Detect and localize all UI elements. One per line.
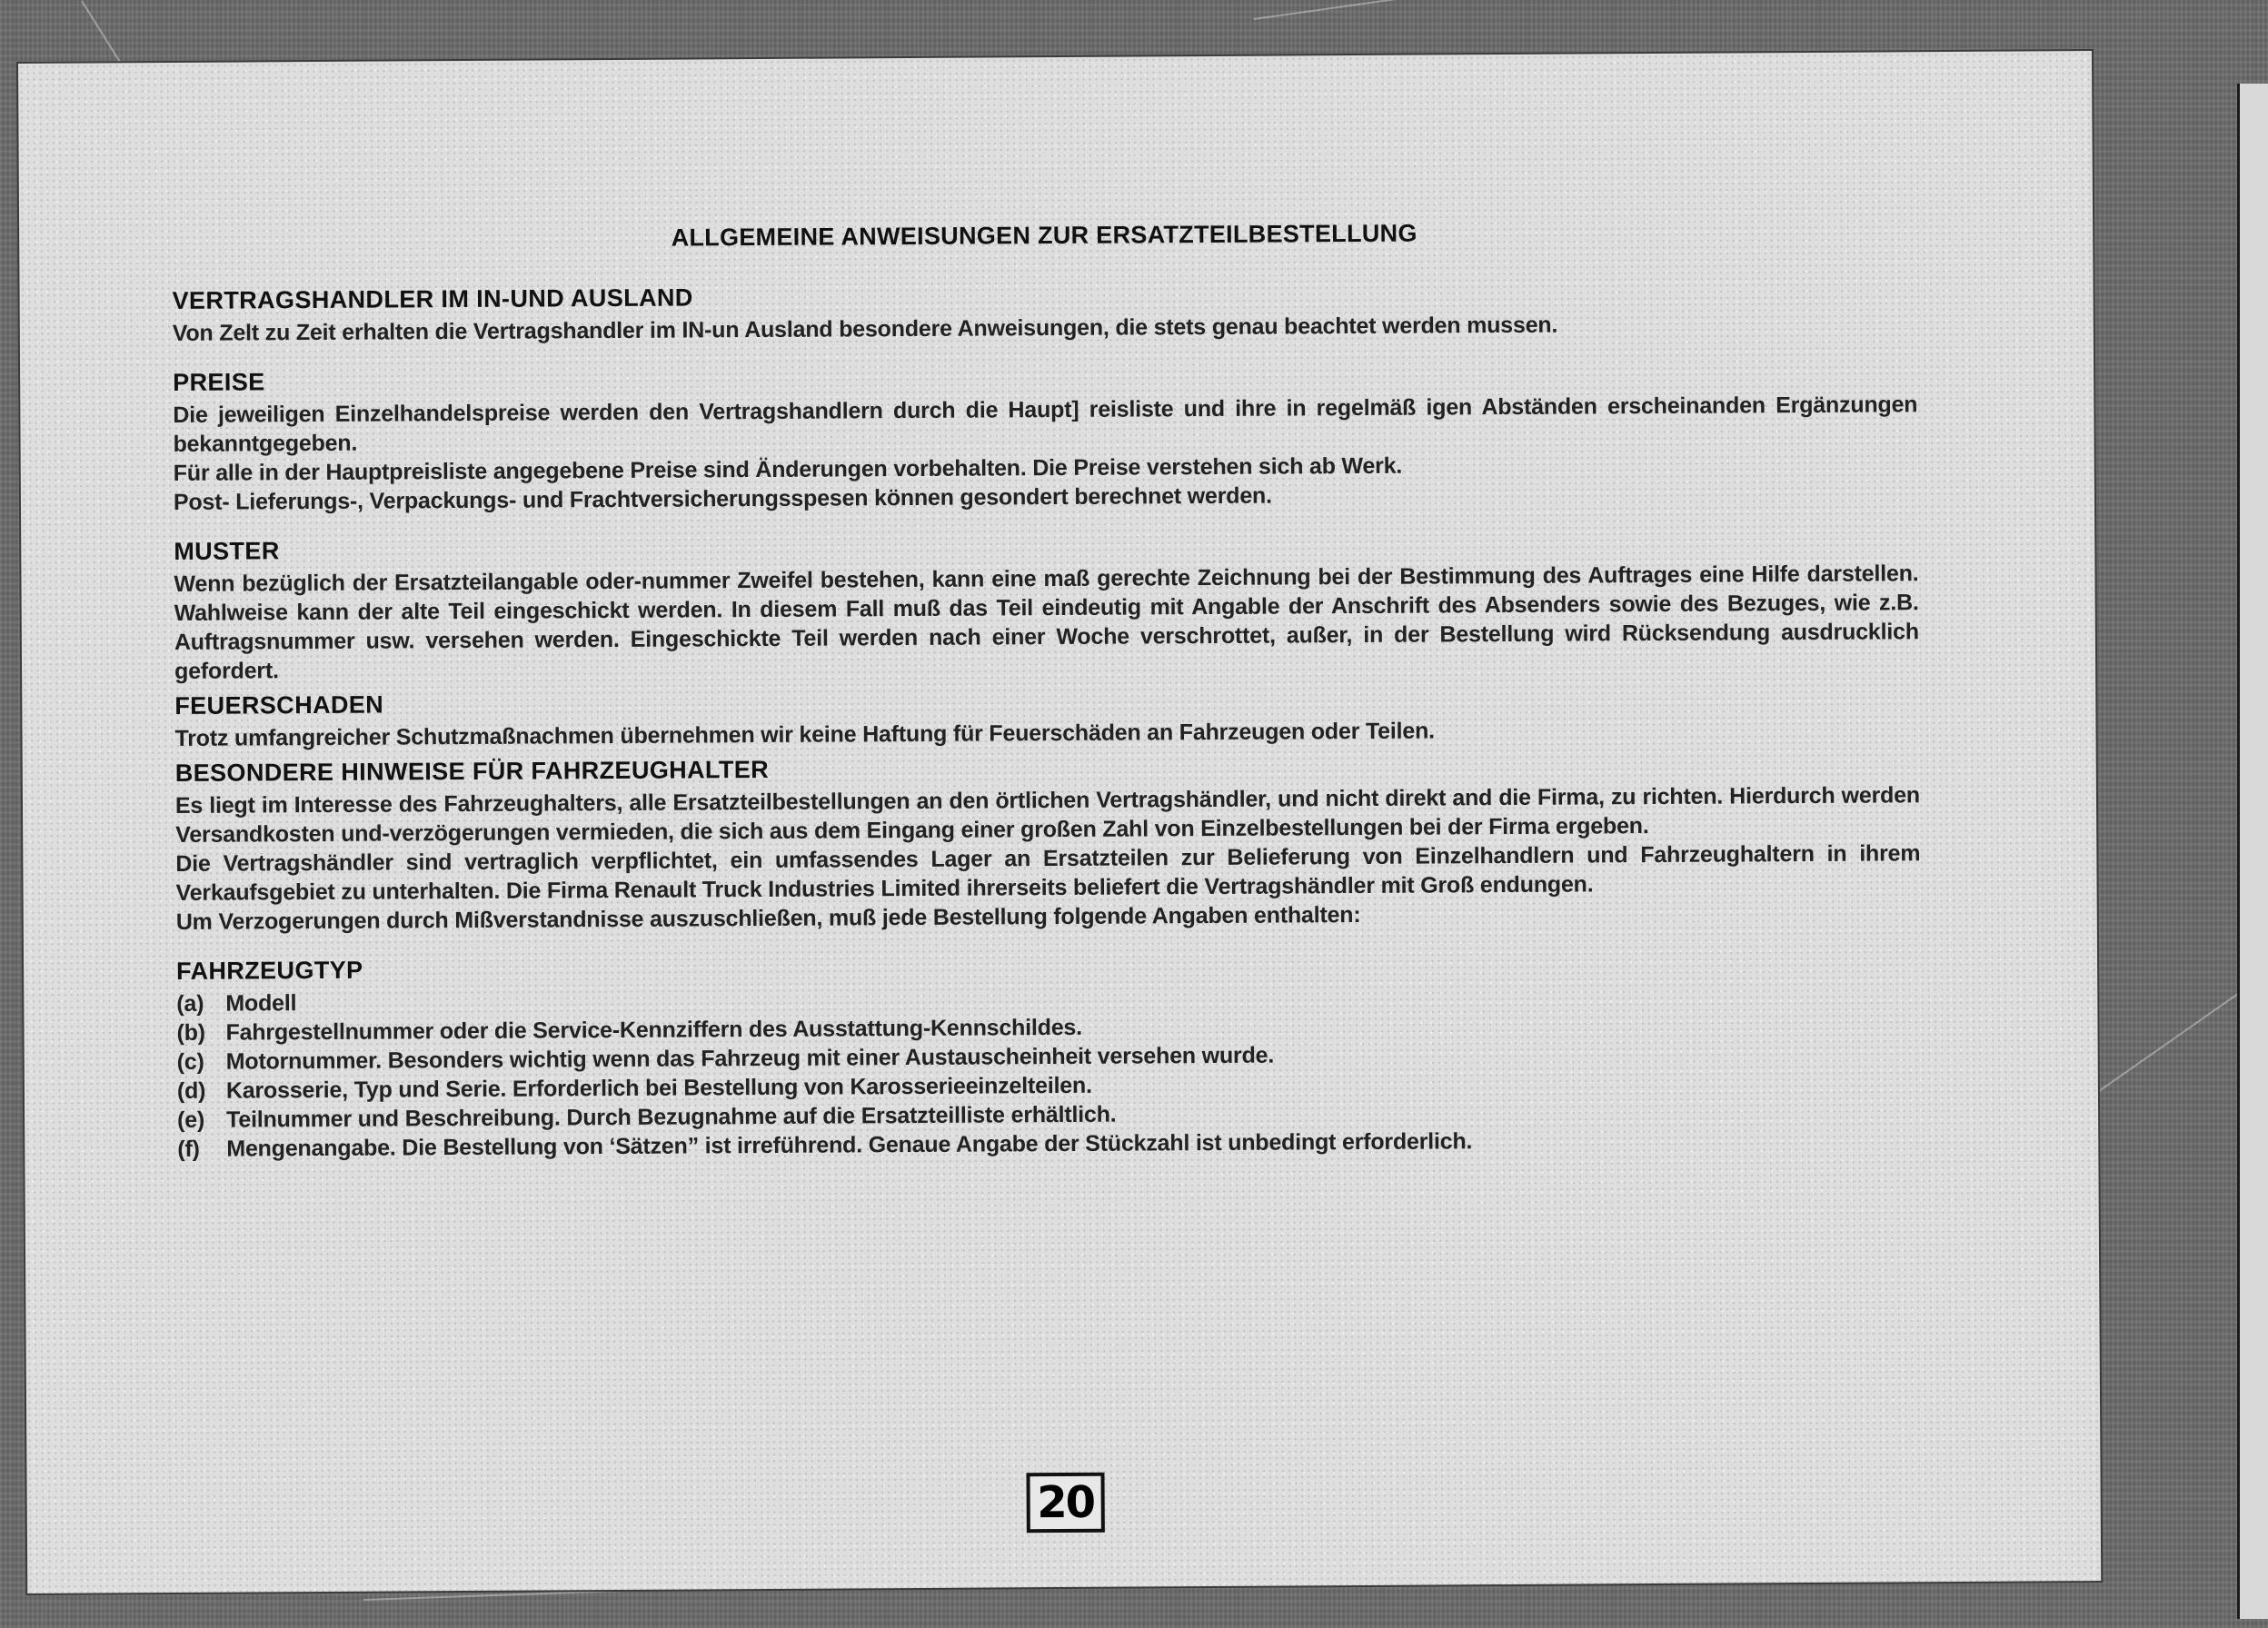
list-item-text: Motornummer. Besonders wichtig wenn das Fahrzeug mit einer Austauscheinheit versehen wurde. bbox=[225, 1042, 1275, 1075]
document-content bbox=[172, 215, 1922, 1184]
section-paragraph: Die Vertragshändler sind vertraglich verpflichtet, ein umfassendes Lager an Ersatzteilen zur Belieferung von Einzelhandlern und Fahrzeughaltern in ihrem Verkaufsgebiet zu unterhalten. Die Firma Renault Truck Industries Limited ihrerseits beliefert die Vertragshändler mit Groß endungen. bbox=[175, 840, 1921, 906]
scratch-mark bbox=[1254, 0, 1614, 20]
section-fahrzeughalter bbox=[175, 748, 1921, 937]
list-marker: (e) bbox=[177, 1107, 205, 1133]
list-marker: (c) bbox=[176, 1048, 204, 1075]
section-fahrzeugtyp bbox=[176, 946, 1922, 1164]
section-paragraph: Um Verzogerungen durch Mißverstandnisse auszuschließen, muß jede Bestellung folgende Angaben enthalten: bbox=[175, 901, 1361, 935]
document-title: ALLGEMEINE ANWEISUNGEN ZUR ERSATZTEILBESTELLUNG bbox=[671, 219, 1418, 252]
list-marker: (b) bbox=[176, 1019, 205, 1046]
section-paragraph: Die jeweiligen Einzelhandelspreise werden den Vertragshandlern durch die Haupt] reisliste und ihre in regelmäß igen Abständen erscheinanden Ergänzungen bekanntgegeben. bbox=[173, 392, 1918, 457]
requirements-list bbox=[176, 978, 1922, 1164]
list-item-text: Teilnummer und Beschreibung. Durch Bezugnahme auf die Ersatzteilliste erhältlich. bbox=[226, 1101, 1117, 1133]
list-item-text: Karosserie, Typ und Serie. Erforderlich bei Bestellung von Karosserieeinzelteilen. bbox=[225, 1072, 1092, 1104]
section-heading: BESONDERE HINWEISE FÜR FAHRZEUGHALTER bbox=[174, 755, 770, 787]
list-marker: (a) bbox=[176, 990, 204, 1017]
list-item-text: Mengenangabe. Die Bestellung von ‘Sätzen” ist irreführend. Genaue Angabe der Stückzahl ist unbedingt erforderlich. bbox=[226, 1128, 1473, 1162]
section-paragraph: Trotz umfangreicher Schutzmaßnachmen übernehmen wir keine Haftung für Feuerschäden an Fahrzeugen oder Teilen. bbox=[174, 718, 1435, 751]
section-paragraph: Für alle in der Hauptpreisliste angegebene Preise sind Änderungen vorbehalten. Die Preise verstehen sich ab Werk. bbox=[173, 452, 1403, 486]
section-paragraph: Von Zelt zu Zeit erhalten die Vertragshandler im IN-un Ausland besondere Anweisungen, die stets genau beachtet werden mussen. bbox=[172, 312, 1558, 346]
section-muster bbox=[174, 526, 1919, 686]
list-marker: (f) bbox=[177, 1136, 200, 1162]
page-number: 20 bbox=[1026, 1473, 1104, 1534]
section-paragraph: Es liegt im Interesse des Fahrzeughalters, alle Ersatzteilbestellungen an den örtlichen Vertragshändler, und nicht direkt and die Firma, zu richten. Hierdurch werden Versandkosten und-verzögerungen vermieden, die sich aus dem Eingang einer großen Zahl von Einzelbestellungen bei der Firma ergeben. bbox=[174, 782, 1921, 848]
section-heading: PREISE bbox=[173, 368, 265, 396]
section-heading: MUSTER bbox=[174, 537, 280, 565]
section-heading: FEUERSCHADEN bbox=[174, 690, 384, 720]
section-feuerschaden bbox=[174, 680, 1919, 753]
list-item-text: Modell bbox=[225, 990, 297, 1017]
list-marker: (d) bbox=[176, 1077, 206, 1104]
section-heading: FAHRZEUGTYP bbox=[176, 956, 363, 985]
section-paragraph: Post- Lieferungs-, Verpackungs- und Frachtversicherungsspesen können gesondert berechnet werden. bbox=[173, 482, 1272, 515]
adjacent-page-edge bbox=[2237, 84, 2268, 1619]
document-page bbox=[18, 51, 2101, 1593]
section-heading: VERTRAGSHANDLER IM IN-UND AUSLAND bbox=[172, 283, 693, 314]
list-item-text: Fahrgestellnummer oder die Service-Kennziffern des Ausstattung-Kennschildes. bbox=[225, 1014, 1083, 1046]
section-vertragshandler bbox=[172, 275, 1916, 348]
section-preise bbox=[173, 357, 1918, 517]
section-paragraph: Wenn bezüglich der Ersatzteilangable oder-nummer Zweifel bestehen, kann eine maß gerechte Zeichnung bei der Bestimmung des Auftrages eine Hilfe darstellen. Wahlweise kann der alte Teil eingeschickt werden. In diesem Fall muß das Teil eindeutig mit Angable der Anschrift des Absenders sowie des Bezuges, wie z.B. Auftragsnummer usw. versehen werden. Eingeschickte Teil werden nach einer Woche verschrottet, außer, in der Bestellung wird Rücksendung ausdrucklich gefordert. bbox=[174, 561, 1919, 684]
